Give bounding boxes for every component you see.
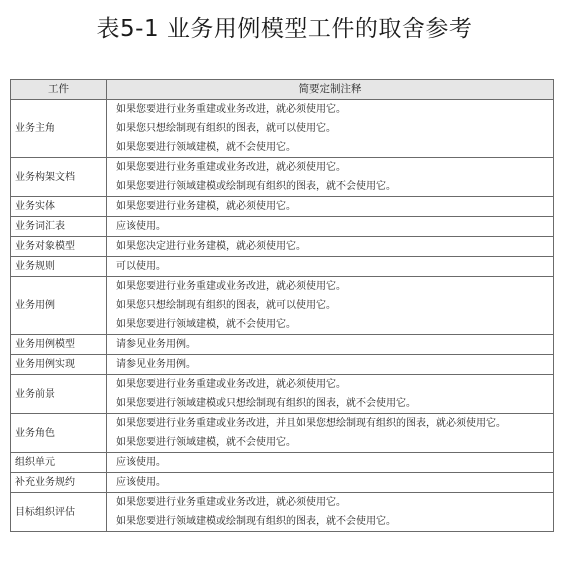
- note-line: 如果您要进行业务重建或业务改进，就必须使用它。: [116, 162, 346, 173]
- artifact-notes-cell: [107, 217, 554, 237]
- note-line: 如果您要进行领域建模或只想绘制现有组织的图表，就不会使用它。: [116, 398, 416, 409]
- column-header-artifact: 工件: [11, 80, 107, 100]
- artifact-name-cell: 业务主角: [11, 100, 107, 158]
- page-title: 表5-1 业务用例模型工件的取舍参考: [96, 16, 473, 42]
- note-line: 如果您要进行业务重建或业务改进，就必须使用它。: [116, 379, 346, 390]
- artifact-name-cell: 业务规则: [11, 257, 107, 277]
- table-row: [11, 257, 554, 277]
- artifact-notes-cell: [107, 100, 554, 158]
- artifact-name-cell: 业务词汇表: [11, 217, 107, 237]
- artifact-name-cell: 业务用例: [11, 277, 107, 335]
- artifact-notes-cell: [107, 257, 554, 277]
- artifact-notes-cell: [107, 375, 554, 414]
- note-line: 如果您只想绘制现有组织的图表，就可以使用它。: [116, 123, 336, 134]
- note-line: 请参见业务用例。: [116, 339, 196, 350]
- artifact-name-cell: 目标组织评估: [11, 493, 107, 532]
- note-line: 如果您决定进行业务建模，就必须使用它。: [116, 241, 306, 252]
- table-row: [11, 335, 554, 355]
- artifact-notes-cell: [107, 158, 554, 197]
- note-line: 如果您要进行领域建模，就不会使用它。: [116, 437, 296, 448]
- artifact-table: [10, 79, 554, 532]
- note-line: 应该使用。: [116, 221, 166, 232]
- note-line: 应该使用。: [116, 457, 166, 468]
- artifact-name-cell: 业务实体: [11, 197, 107, 217]
- artifact-name-cell: 业务用例实现: [11, 355, 107, 375]
- artifact-name-cell: 补充业务规约: [11, 473, 107, 493]
- artifact-notes-cell: [107, 493, 554, 532]
- table-row: [11, 453, 554, 473]
- artifact-notes-cell: [107, 453, 554, 473]
- artifact-notes-cell: [107, 355, 554, 375]
- artifact-name-cell: 组织单元: [11, 453, 107, 473]
- table-row: [11, 493, 554, 532]
- table-row: [11, 197, 554, 217]
- table-row: [11, 375, 554, 414]
- note-line: 如果您要进行业务重建或业务改进，并且如果您想绘制现有组织的图表，就必须使用它。: [116, 418, 506, 429]
- note-line: 如果您要进行领域建模或绘制现有组织的图表，就不会使用它。: [116, 181, 396, 192]
- artifact-notes-cell: [107, 277, 554, 335]
- artifact-notes-cell: [107, 197, 554, 217]
- table-row: [11, 414, 554, 453]
- note-line: 请参见业务用例。: [116, 359, 196, 370]
- note-line: 可以使用。: [116, 261, 166, 272]
- table-row: [11, 277, 554, 335]
- table-row: [11, 100, 554, 158]
- table-header-row: [11, 80, 554, 100]
- note-line: 如果您要进行业务重建或业务改进，就必须使用它。: [116, 104, 346, 115]
- note-line: 如果您要进行领域建模，就不会使用它。: [116, 319, 296, 330]
- note-line: 应该使用。: [116, 477, 166, 488]
- artifact-name-cell: 业务用例模型: [11, 335, 107, 355]
- artifact-notes-cell: [107, 237, 554, 257]
- artifact-name-cell: 业务角色: [11, 414, 107, 453]
- table-row: [11, 158, 554, 197]
- artifact-name-cell: 业务前景: [11, 375, 107, 414]
- note-line: 如果您只想绘制现有组织的图表，就可以使用它。: [116, 300, 336, 311]
- artifact-name-cell: 业务对象模型: [11, 237, 107, 257]
- artifact-notes-cell: [107, 473, 554, 493]
- table-row: [11, 355, 554, 375]
- note-line: 如果您要进行领域建模，就不会使用它。: [116, 142, 296, 153]
- table-row: [11, 237, 554, 257]
- column-header-notes: 简要定制注释: [107, 80, 554, 100]
- table-row: [11, 217, 554, 237]
- note-line: 如果您要进行领域建模或绘制现有组织的图表，就不会使用它。: [116, 516, 396, 527]
- note-line: 如果您要进行业务重建或业务改进，就必须使用它。: [116, 281, 346, 292]
- artifact-notes-cell: [107, 335, 554, 355]
- note-line: 如果您要进行业务建模，就必须使用它。: [116, 201, 296, 212]
- table-row: [11, 473, 554, 493]
- artifact-name-cell: 业务构架文档: [11, 158, 107, 197]
- table-body: [11, 100, 554, 532]
- artifact-notes-cell: [107, 414, 554, 453]
- note-line: 如果您要进行业务重建或业务改进，就必须使用它。: [116, 497, 346, 508]
